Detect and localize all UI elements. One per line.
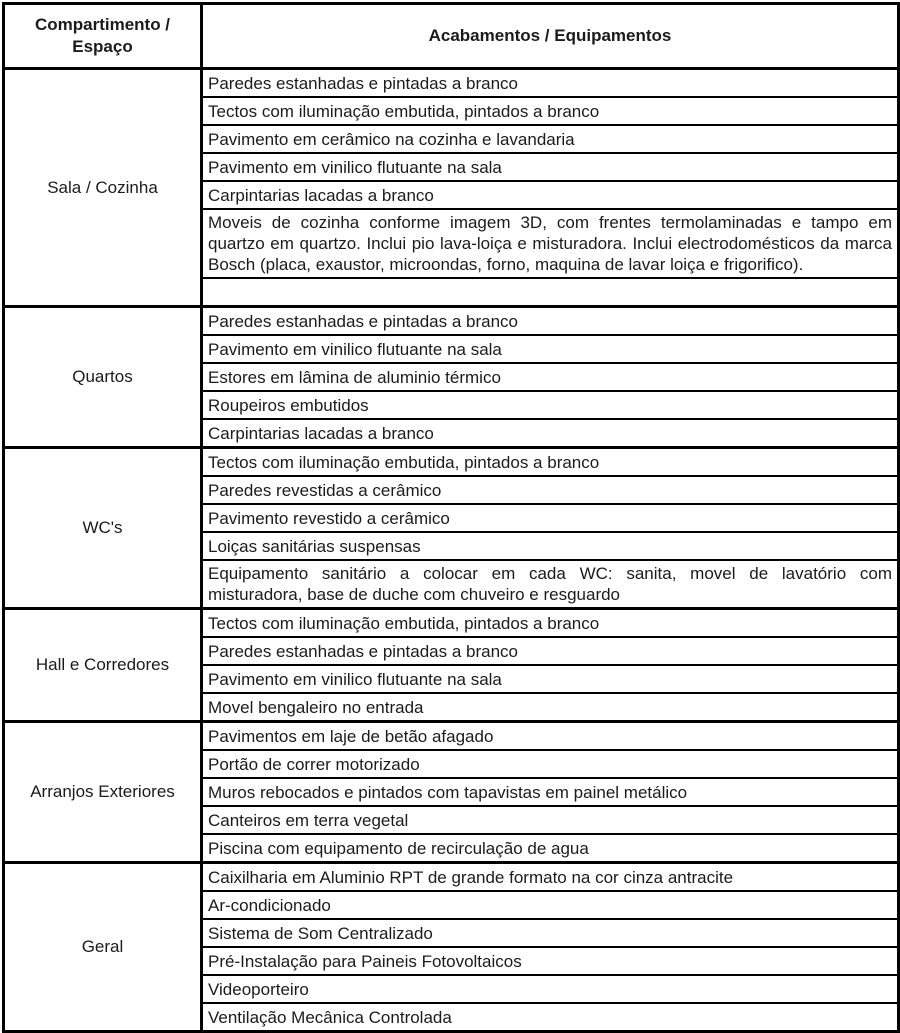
- spec-item: Pavimento em vinilico flutuante na sala: [202, 335, 899, 363]
- table-row: [4, 722, 899, 751]
- table-row: [4, 307, 899, 336]
- compartment-label-wcs: WC's: [4, 448, 202, 609]
- compartment-label-sala-cozinha: Sala / Cozinha: [4, 69, 202, 307]
- spec-item: Paredes estanhadas e pintadas a branco: [202, 307, 899, 336]
- spec-item: Tectos com iluminação embutida, pintados a branco: [202, 448, 899, 477]
- spec-item: Pavimentos em laje de betão afagado: [202, 722, 899, 751]
- compartment-label-hall-corredores: Hall e Corredores: [4, 609, 202, 722]
- table-row: [4, 448, 899, 477]
- table-header: [4, 4, 899, 69]
- spec-item: Carpintarias lacadas a branco: [202, 419, 899, 448]
- spec-item: Paredes estanhadas e pintadas a branco: [202, 637, 899, 665]
- header-compartment-column: Compartimento / Espaço: [4, 4, 202, 69]
- spec-item: Pavimento em vinilico flutuante na sala: [202, 665, 899, 693]
- spec-item: Canteiros em terra vegetal: [202, 806, 899, 834]
- spec-item: Tectos com iluminação embutida, pintados a branco: [202, 609, 899, 638]
- spec-item: Tectos com iluminação embutida, pintados a branco: [202, 97, 899, 125]
- table-row: [4, 609, 899, 638]
- spec-item: Estores em lâmina de aluminio térmico: [202, 363, 899, 391]
- finishes-equipment-table: [2, 2, 900, 1033]
- compartment-label-quartos: Quartos: [4, 307, 202, 448]
- spec-item: Pavimento em vinilico flutuante na sala: [202, 153, 899, 181]
- table-row: [4, 863, 899, 892]
- spec-item: Loiças sanitárias suspensas: [202, 532, 899, 560]
- spec-item: Carpintarias lacadas a branco: [202, 181, 899, 209]
- header-finishes-column: Acabamentos / Equipamentos: [202, 4, 899, 69]
- spec-item: Pavimento em cerâmico na cozinha e lavandaria: [202, 125, 899, 153]
- spec-item: Pavimento revestido a cerâmico: [202, 504, 899, 532]
- spec-item: Paredes estanhadas e pintadas a branco: [202, 69, 899, 98]
- spec-item: Roupeiros embutidos: [202, 391, 899, 419]
- empty-spec-cell: [202, 278, 899, 307]
- spec-item: Caixilharia em Aluminio RPT de grande formato na cor cinza antracite: [202, 863, 899, 892]
- spec-item: Movel bengaleiro no entrada: [202, 693, 899, 722]
- spec-item: Muros rebocados e pintados com tapavistas em painel metálico: [202, 778, 899, 806]
- spec-item: Piscina com equipamento de recirculação de agua: [202, 834, 899, 863]
- spec-item-paragraph: Equipamento sanitário a colocar em cada WC: sanita, movel de lavatório com misturadora, base de duche com chuveiro e resguardo: [202, 560, 899, 609]
- compartment-label-geral: Geral: [4, 863, 202, 1032]
- compartment-label-arranjos-exteriores: Arranjos Exteriores: [4, 722, 202, 863]
- spec-item: Pré-Instalação para Paineis Fotovoltaicos: [202, 947, 899, 975]
- table-row: [4, 69, 899, 98]
- spec-item: Ventilação Mecânica Controlada: [202, 1003, 899, 1032]
- spec-item: Sistema de Som Centralizado: [202, 919, 899, 947]
- spec-item: Paredes revestidas a cerâmico: [202, 476, 899, 504]
- spec-item: Videoporteiro: [202, 975, 899, 1003]
- spec-item: Portão de correr motorizado: [202, 750, 899, 778]
- spec-item: Ar-condicionado: [202, 891, 899, 919]
- spec-item-paragraph: Moveis de cozinha conforme imagem 3D, com frentes termolaminadas e tampo em quartzo em quartzo. Inclui pio lava-loiça e misturadora. Inclui electrodomésticos da marca Bosch (placa, exaustor, microondas, forno, maquina de lavar loiça e frigorifico).: [202, 209, 899, 278]
